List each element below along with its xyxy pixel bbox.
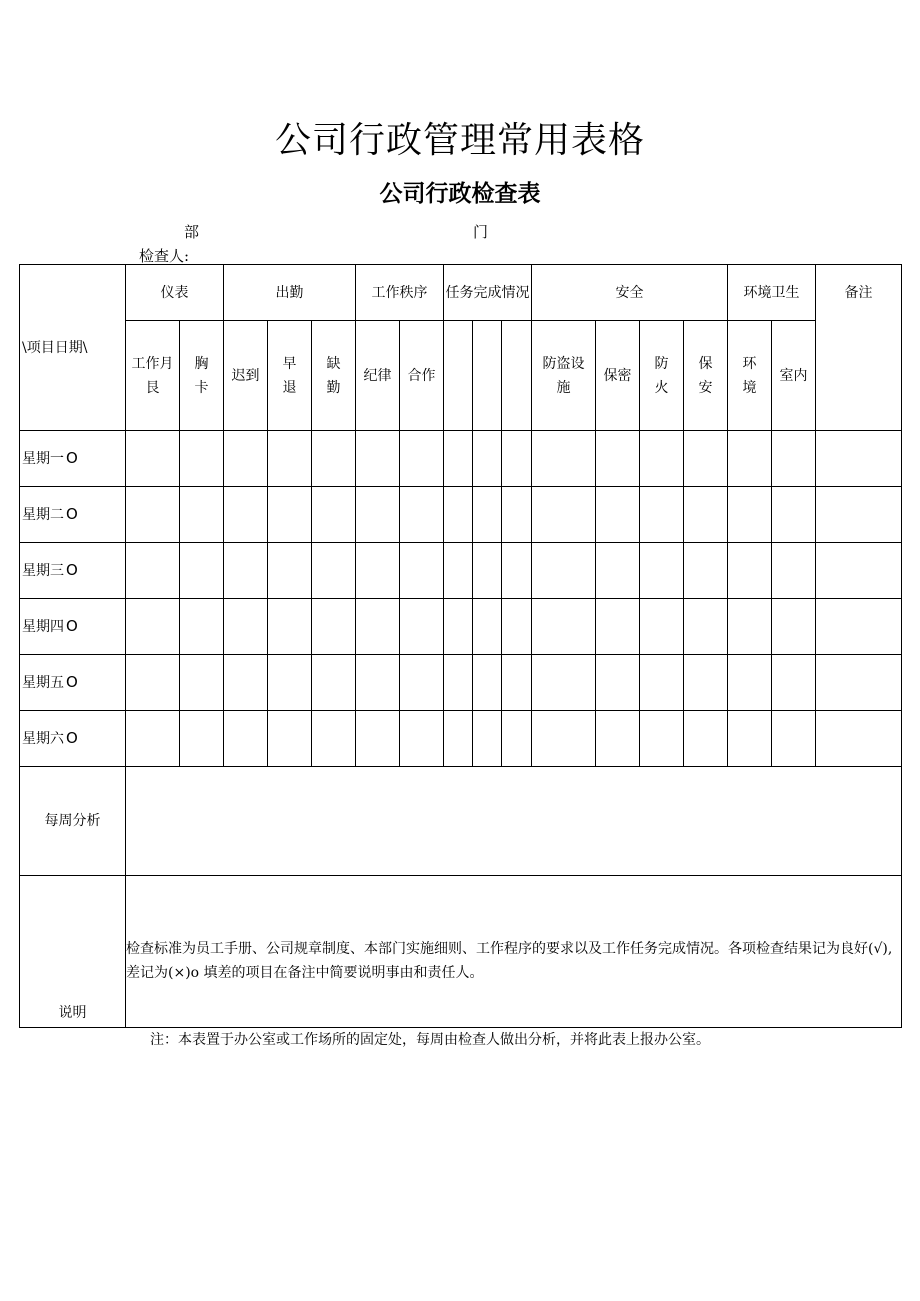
subheader-confidential: 保密 (596, 321, 640, 431)
circle-mark: O (66, 729, 78, 747)
circle-mark: O (66, 617, 78, 635)
subheader-discipline: 纪律 (356, 321, 400, 431)
explanation-label: 说明 (20, 876, 126, 1028)
header-appearance: 仪表 (126, 265, 224, 321)
inspection-table (19, 264, 902, 1028)
table-row (20, 599, 902, 655)
subheader-security: 保安 (684, 321, 728, 431)
department-label-left: 部 (184, 223, 200, 241)
subheader-late: 迟到 (224, 321, 268, 431)
subheader-task-2 (473, 321, 502, 431)
explanation-text: 检查标准为员工手册、公司规章制度、本部门实施细则、工作程序的要求以及工作任务完成情况。各项检查结果记为良好(√),差记为(×)o 填差的项目在备注中简要说明事由和责任人。 (126, 876, 902, 1028)
table-row (20, 655, 902, 711)
day-label: 星期二 (22, 507, 64, 523)
weekly-analysis-label: 每周分析 (20, 767, 126, 876)
subheader-surroundings: 环境 (728, 321, 772, 431)
subheader-fire: 防火 (640, 321, 684, 431)
form-subtitle: 公司行政检查表 (379, 181, 541, 207)
weekly-analysis-area (126, 767, 902, 876)
day-cell (20, 487, 126, 543)
table-row (20, 543, 902, 599)
day-cell (20, 543, 126, 599)
header-work-order: 工作秩序 (356, 265, 444, 321)
subheader-early-leave: 早退 (268, 321, 312, 431)
day-cell (20, 599, 126, 655)
page-title: 公司行政管理常用表格 (274, 120, 645, 161)
subheader-indoor: 室内 (772, 321, 816, 431)
day-label: 星期三 (22, 563, 64, 579)
day-cell (20, 431, 126, 487)
day-label: 星期一 (22, 451, 64, 467)
subheader-task-1 (444, 321, 473, 431)
table-row (20, 431, 902, 487)
day-label: 星期六 (22, 731, 64, 747)
corner-header: \项目日期\ (20, 265, 126, 431)
header-environment: 环境卫生 (728, 265, 816, 321)
circle-mark: O (66, 561, 78, 579)
subheader-cooperation: 合作 (400, 321, 444, 431)
subheader-task-3 (502, 321, 532, 431)
day-cell (20, 655, 126, 711)
header-safety: 安全 (532, 265, 728, 321)
subheader-absent: 缺勤 (312, 321, 356, 431)
circle-mark: O (66, 505, 78, 523)
inspector-label: 检查人: (139, 247, 190, 265)
department-label-right: 门 (473, 223, 489, 241)
table-row (20, 487, 902, 543)
header-attendance: 出勤 (224, 265, 356, 321)
subheader-work-clothes: 工作月艮 (126, 321, 180, 431)
footnote: 注：本表置于办公室或工作场所的固定处，每周由检查人做出分析，并将此表上报办公室。 (150, 1032, 710, 1048)
table-row (20, 711, 902, 767)
day-label: 星期五 (22, 675, 64, 691)
day-label: 星期四 (22, 619, 64, 635)
subheader-anti-theft: 防盗设施 (532, 321, 596, 431)
subheader-badge: 胸卡 (180, 321, 224, 431)
header-remarks: 备注 (816, 265, 902, 431)
header-task-completion: 任务完成情况 (444, 265, 532, 321)
day-cell (20, 711, 126, 767)
circle-mark: O (66, 673, 78, 691)
circle-mark: O (66, 449, 78, 467)
